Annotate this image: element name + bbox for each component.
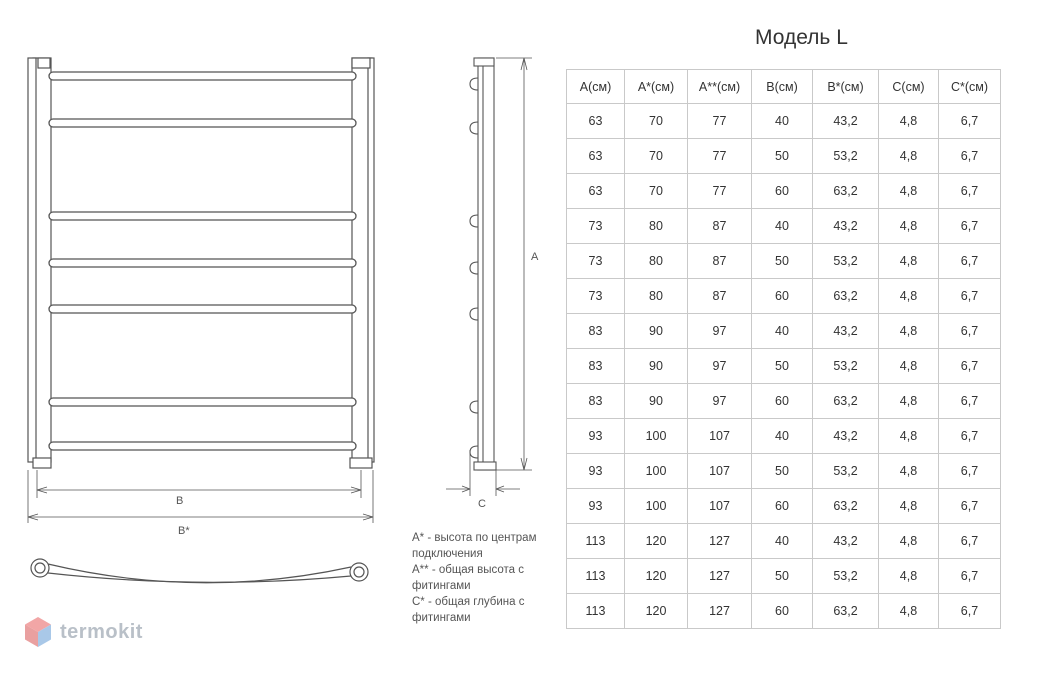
table-cell: 127 — [688, 559, 752, 594]
table-cell: 4,8 — [879, 209, 939, 244]
dimension-c-label: C — [478, 498, 486, 510]
table-cell: 120 — [625, 524, 688, 559]
side-view — [470, 58, 496, 470]
table-row — [567, 384, 1001, 419]
table-cell: 93 — [567, 454, 625, 489]
dimension-b-label: B — [176, 495, 184, 507]
legend-item: A* - высота по центрам подключения — [412, 532, 537, 560]
table-cell: 97 — [688, 384, 752, 419]
table-cell: 6,7 — [939, 314, 1001, 349]
legend-item: A** - общая высота с фитингами — [412, 564, 524, 592]
table-cell: 83 — [567, 349, 625, 384]
table-cell: 6,7 — [939, 104, 1001, 139]
header-a: A(см) — [567, 70, 625, 104]
table-cell: 107 — [688, 419, 752, 454]
table-cell: 4,8 — [879, 349, 939, 384]
table-cell: 70 — [625, 174, 688, 209]
table-cell: 70 — [625, 104, 688, 139]
table-cell: 6,7 — [939, 419, 1001, 454]
table-cell: 73 — [567, 244, 625, 279]
top-view-rail — [31, 559, 368, 583]
table-cell: 77 — [688, 104, 752, 139]
crossbars — [49, 72, 356, 450]
table-cell: 6,7 — [939, 244, 1001, 279]
table-row — [567, 524, 1001, 559]
table-cell: 127 — [688, 524, 752, 559]
table-cell: 83 — [567, 384, 625, 419]
table-cell: 77 — [688, 139, 752, 174]
dimensions-table — [566, 69, 1001, 629]
table-row — [567, 594, 1001, 629]
table-cell: 6,7 — [939, 559, 1001, 594]
table-row — [567, 209, 1001, 244]
table-cell: 93 — [567, 419, 625, 454]
table-cell: 40 — [752, 524, 813, 559]
table-cell: 40 — [752, 104, 813, 139]
table-cell: 77 — [688, 174, 752, 209]
table-cell: 113 — [567, 559, 625, 594]
table-cell: 60 — [752, 384, 813, 419]
hexagon-cube-icon — [24, 616, 52, 648]
table-row — [567, 139, 1001, 174]
table-cell: 97 — [688, 314, 752, 349]
table-row — [567, 349, 1001, 384]
dimension-a-label: A — [531, 251, 539, 263]
table-cell: 6,7 — [939, 384, 1001, 419]
table-cell: 87 — [688, 244, 752, 279]
table-cell: 113 — [567, 524, 625, 559]
table-cell: 63 — [567, 104, 625, 139]
table-cell: 73 — [567, 279, 625, 314]
left-post — [28, 58, 51, 468]
table-cell: 53,2 — [813, 139, 879, 174]
table-cell: 53,2 — [813, 454, 879, 489]
table-cell: 73 — [567, 209, 625, 244]
header-c: C(см) — [879, 70, 939, 104]
table-cell: 107 — [688, 489, 752, 524]
table-cell: 80 — [625, 279, 688, 314]
table-cell: 63,2 — [813, 384, 879, 419]
table-cell: 4,8 — [879, 384, 939, 419]
table-cell: 4,8 — [879, 559, 939, 594]
table-row — [567, 104, 1001, 139]
table-cell: 40 — [752, 209, 813, 244]
table-row — [567, 559, 1001, 594]
table-cell: 50 — [752, 559, 813, 594]
table-cell: 53,2 — [813, 244, 879, 279]
table-cell: 6,7 — [939, 594, 1001, 629]
table-cell: 60 — [752, 279, 813, 314]
table-cell: 90 — [625, 314, 688, 349]
table-row — [567, 174, 1001, 209]
table-cell: 6,7 — [939, 524, 1001, 559]
table-cell: 90 — [625, 349, 688, 384]
table-cell: 93 — [567, 489, 625, 524]
table-cell: 6,7 — [939, 139, 1001, 174]
table-cell: 50 — [752, 349, 813, 384]
table-cell: 43,2 — [813, 314, 879, 349]
table-cell: 43,2 — [813, 104, 879, 139]
table-cell: 4,8 — [879, 279, 939, 314]
table-header-row — [567, 70, 1001, 104]
table-cell: 63,2 — [813, 489, 879, 524]
table-cell: 43,2 — [813, 524, 879, 559]
table-row — [567, 489, 1001, 524]
model-title: Модель L — [755, 26, 848, 49]
table-cell: 113 — [567, 594, 625, 629]
table-cell: 6,7 — [939, 209, 1001, 244]
table-cell: 97 — [688, 349, 752, 384]
table-cell: 4,8 — [879, 174, 939, 209]
table-cell: 90 — [625, 384, 688, 419]
table-cell: 50 — [752, 454, 813, 489]
table-cell: 63 — [567, 174, 625, 209]
header-a-star: A*(см) — [625, 70, 688, 104]
table-cell: 80 — [625, 209, 688, 244]
table-cell: 4,8 — [879, 314, 939, 349]
table-cell: 83 — [567, 314, 625, 349]
table-cell: 53,2 — [813, 349, 879, 384]
table-cell: 4,8 — [879, 104, 939, 139]
header-a-double-star: A**(см) — [688, 70, 752, 104]
table-cell: 43,2 — [813, 419, 879, 454]
dimension-a — [496, 58, 532, 470]
table-cell: 70 — [625, 139, 688, 174]
table-cell: 127 — [688, 594, 752, 629]
table-cell: 4,8 — [879, 454, 939, 489]
table-cell: 4,8 — [879, 594, 939, 629]
table-cell: 100 — [625, 454, 688, 489]
table-cell: 6,7 — [939, 489, 1001, 524]
table-cell: 6,7 — [939, 349, 1001, 384]
table-cell: 6,7 — [939, 454, 1001, 489]
table-cell: 100 — [625, 419, 688, 454]
table-cell: 50 — [752, 244, 813, 279]
table-cell: 60 — [752, 489, 813, 524]
table-cell: 4,8 — [879, 139, 939, 174]
dimension-b-total — [28, 470, 373, 523]
table-row — [567, 454, 1001, 489]
dimension-b — [37, 470, 361, 498]
header-b-star: B*(см) — [813, 70, 879, 104]
table-cell: 53,2 — [813, 559, 879, 594]
table-cell: 43,2 — [813, 209, 879, 244]
table-row — [567, 244, 1001, 279]
table-cell: 4,8 — [879, 524, 939, 559]
table-cell: 80 — [625, 244, 688, 279]
table-row — [567, 419, 1001, 454]
table-cell: 100 — [625, 489, 688, 524]
table-cell: 40 — [752, 419, 813, 454]
brand-logo — [24, 616, 143, 648]
table-cell: 87 — [688, 279, 752, 314]
table-cell: 4,8 — [879, 489, 939, 524]
table-cell: 4,8 — [879, 244, 939, 279]
table-cell: 120 — [625, 594, 688, 629]
table-cell: 6,7 — [939, 174, 1001, 209]
legend-item: C* - общая глубина с фитингами — [412, 596, 525, 624]
table-cell: 50 — [752, 139, 813, 174]
table-cell: 107 — [688, 454, 752, 489]
table-cell: 60 — [752, 594, 813, 629]
dimension-b-total-label: B* — [178, 525, 190, 537]
table-cell: 120 — [625, 559, 688, 594]
table-cell: 60 — [752, 174, 813, 209]
table-cell: 63,2 — [813, 594, 879, 629]
header-b: B(см) — [752, 70, 813, 104]
table-row — [567, 279, 1001, 314]
table-cell: 6,7 — [939, 279, 1001, 314]
header-c-star: C*(см) — [939, 70, 1001, 104]
table-cell: 40 — [752, 314, 813, 349]
table-cell: 63,2 — [813, 279, 879, 314]
table-cell: 4,8 — [879, 419, 939, 454]
table-row — [567, 314, 1001, 349]
table-cell: 63 — [567, 139, 625, 174]
table-body — [567, 104, 1001, 629]
legend — [412, 530, 562, 626]
table-cell: 63,2 — [813, 174, 879, 209]
table-cell: 87 — [688, 209, 752, 244]
logo-text: termokit — [60, 620, 143, 643]
